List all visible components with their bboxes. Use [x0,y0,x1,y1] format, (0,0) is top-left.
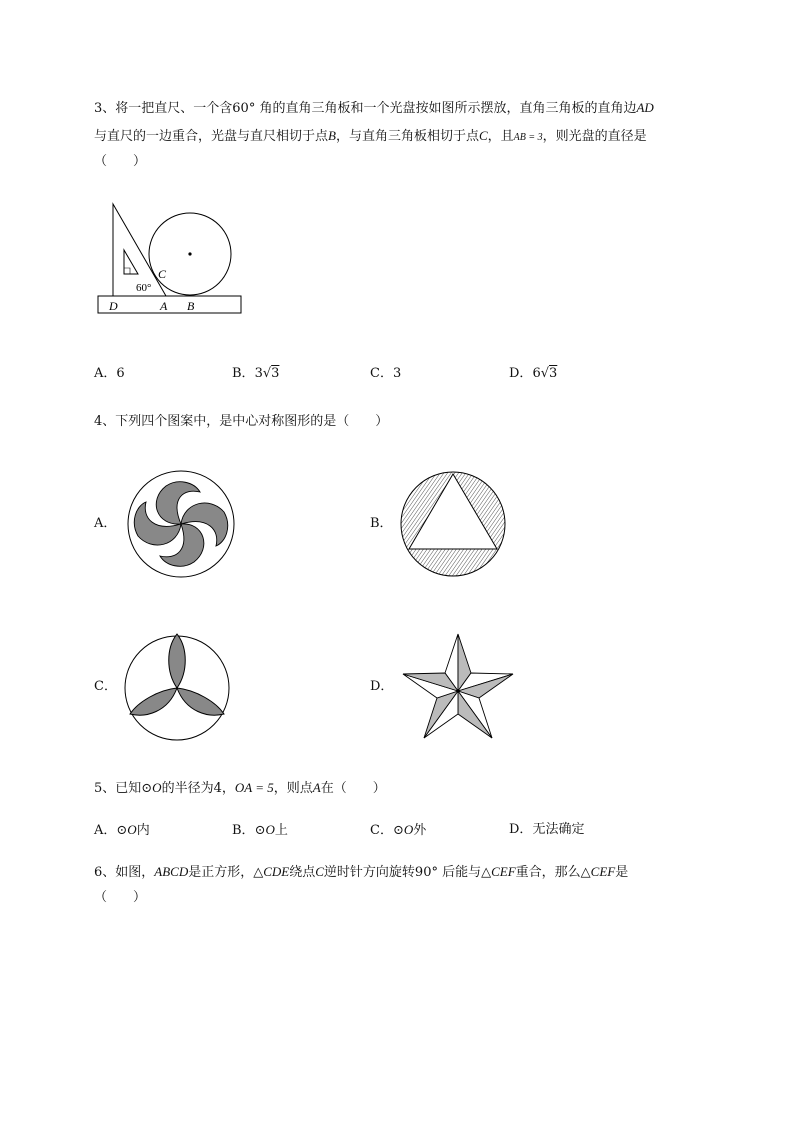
option-text: 内 [136,823,150,838]
q6-var-cde: CDE [263,864,290,879]
option-text: 外 [413,823,427,838]
option-coef: 6 [532,366,541,381]
q4-option-a-label[interactable]: A． [94,516,117,531]
option-letter: A． [94,823,117,838]
label-d: D [109,299,118,313]
q3-var-ad: AD [636,100,654,115]
triangle-hole [124,250,138,274]
q3-option-b[interactable] [232,366,279,382]
q5-oa-eq: OA = 5 [234,780,274,795]
q6-text-a: 6、如图， [94,865,155,880]
q6-text-b: 是正方形，△ [188,865,264,880]
q3-option-d[interactable] [509,366,557,382]
q4-option-d-label[interactable]: D． [370,679,394,694]
circle-symbol: ⊙ [392,823,404,838]
q6-var-c: C [315,864,324,879]
q6-paren: （ ） [94,890,147,905]
q4-option-b-label[interactable]: B． [370,516,393,531]
q6-var-abcd: ABCD [154,864,189,879]
option-coef: 3 [254,366,263,381]
option-value: 6 [116,366,125,381]
q4-figure-b[interactable] [398,470,508,580]
option-var: O [403,822,414,837]
q6-text-d: 逆时针方向旋转90° 后能与△ [323,865,492,880]
q5-text-d: 在（ ） [320,781,386,796]
q4-stem: 4、下列四个图案中，是中心对称图形的是（ ） [94,414,389,429]
circle-symbol: ⊙ [254,823,266,838]
q5-stem [94,780,386,797]
label-c: C [158,267,167,281]
disc-center [188,252,191,255]
q3-stem-line2 [94,128,647,146]
star-shape [403,634,513,738]
q6-text-c: 绕点 [289,865,316,880]
q6-var-cef-2: CEF [590,864,616,879]
q3-point-c: C [478,128,488,143]
right-angle-mark [124,268,130,274]
q4-figure-c[interactable] [122,632,234,744]
q5-option-a[interactable] [94,822,150,839]
q6-text-f: 是 [615,865,629,880]
q3-stem-line1 [94,100,654,117]
q3-point-b: B [328,128,336,143]
q5-text-c: ，则点 [273,781,313,796]
q3-text-c: ，且 [487,129,514,144]
q6-text-e: 重合，那么△ [515,865,591,880]
q5-text-b: 的半径为4， [161,781,235,796]
q3-paren: （ ） [94,154,147,169]
option-var: O [127,822,137,837]
q6-var-cef: CEF [491,864,516,879]
q3-text-a: 与直尺的一边重合，光盘与直尺相切于点 [94,129,329,144]
option-letter: B． [232,366,255,381]
option-text: 上 [274,823,288,838]
q3-option-c[interactable] [370,366,401,382]
option-var: O [265,822,275,837]
q3-ab-eq: AB = 3 [513,132,543,143]
option-letter: C． [370,366,393,381]
option-value: 3 [392,366,402,381]
q3-option-a[interactable] [94,366,125,382]
option-text: 无法确定 [532,822,585,837]
q5-var-a: A [312,780,321,795]
option-letter: D． [509,822,533,837]
q5-option-b[interactable] [232,822,288,839]
q3-text-d: ，则光盘的直径是 [542,129,647,144]
q4-option-c-label[interactable]: C． [94,679,117,694]
q4-figure-a[interactable] [126,470,236,580]
radical-icon: √ [540,366,550,381]
option-letter: D． [509,366,533,381]
q3-stem-text: 3、将一把直尺、一个含60° 角的直角三角板和一个光盘按如图所示摆放，直角三角板的直角边 [94,101,637,116]
q5-option-c[interactable] [370,822,426,839]
q5-var-o: O [152,780,162,795]
label-60: 60° [136,282,152,294]
q3-figure [96,198,246,318]
option-letter: B． [232,823,255,838]
q5-option-d[interactable] [509,822,584,838]
q3-text-b: ，与直角三角板相切于点 [335,129,479,144]
label-b: B [187,299,195,313]
circle-symbol: ⊙ [116,823,128,838]
ruler [98,296,241,313]
radical-icon: √ [262,366,272,381]
q4-figure-d[interactable] [400,632,516,742]
option-radicand: 3 [271,366,280,381]
label-a: A [160,299,168,313]
option-letter: C． [370,823,393,838]
q5-text-a: 5、已知⊙ [94,781,153,796]
option-letter: A． [94,366,117,381]
q6-stem [94,864,628,881]
option-radicand: 3 [549,366,558,381]
